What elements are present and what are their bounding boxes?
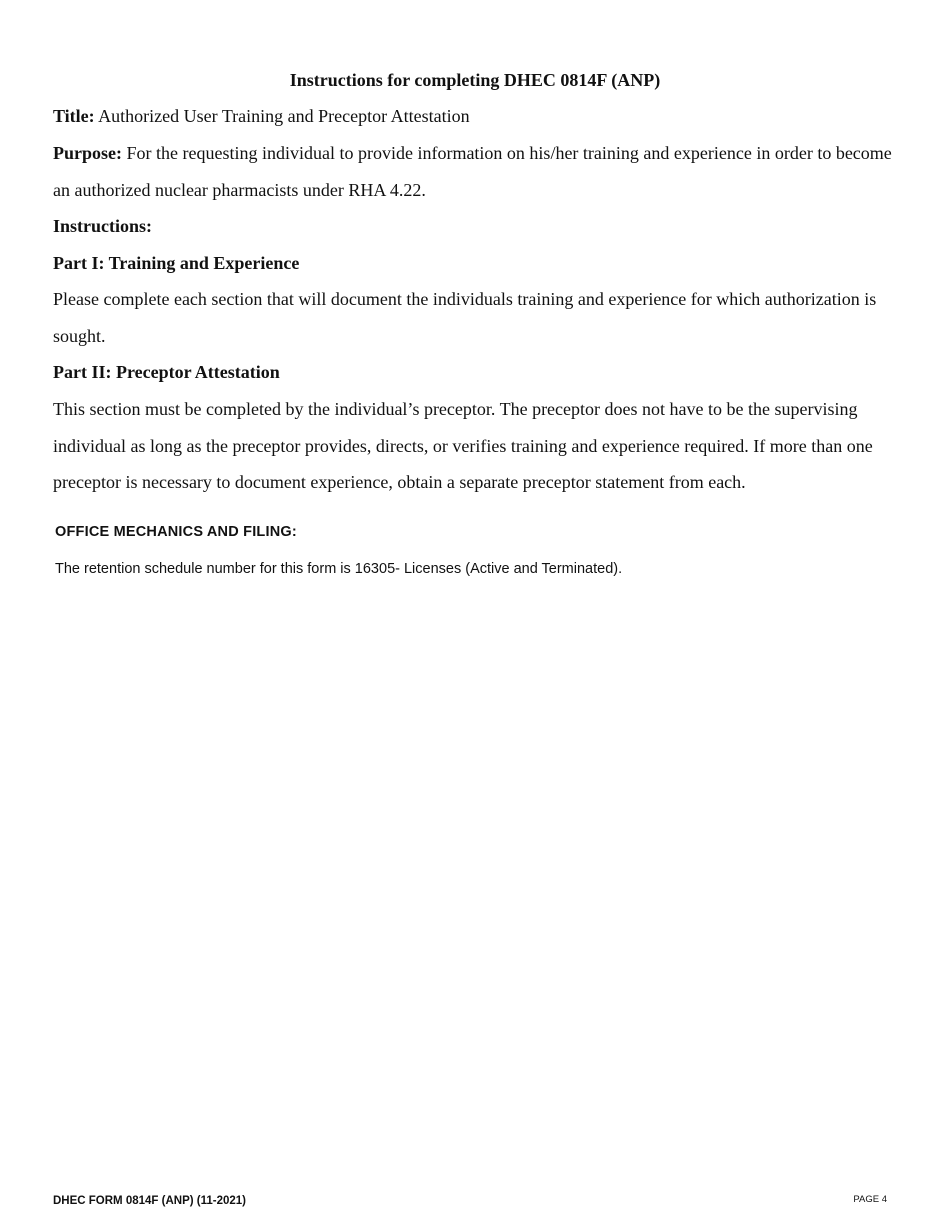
title-line [53,98,898,135]
title-label: Title: [53,106,95,126]
purpose-text: For the requesting individual to provide information on his/her training and experience in order to become an authorized nuclear pharmacists under RHA 4.22. [53,143,892,200]
part1-heading: Part I: Training and Experience [53,253,300,273]
part1-text: Please complete each section that will document the individuals training and experience for which authorization is sought. [53,289,877,346]
document-heading: Instructions for completing DHEC 0814F (ANP) [289,70,661,90]
footer-page-number: PAGE 4 [853,1194,887,1205]
footer-form-id: DHEC FORM 0814F (ANP) (11-2021) [53,1195,246,1207]
purpose-paragraph [53,135,898,208]
title-value: Authorized User Training and Preceptor Attestation [94,106,470,126]
instructions-heading: Instructions: [53,216,153,236]
part2-text: This section must be completed by the individual’s preceptor. The preceptor does not have to be the supervising individual as long as the preceptor provides, directs, or verifies training and experience required. If more than one preceptor is necessary to document experience, obtain a separate preceptor statement from each. [53,399,873,492]
part2-heading: Part II: Preceptor Attestation [53,362,280,382]
purpose-label: Purpose: [53,143,122,163]
retention-schedule-text: The retention schedule number for this form is 16305- Licenses (Active and Terminated). [55,561,623,577]
office-mechanics-heading: OFFICE MECHANICS AND FILING: [55,524,297,540]
